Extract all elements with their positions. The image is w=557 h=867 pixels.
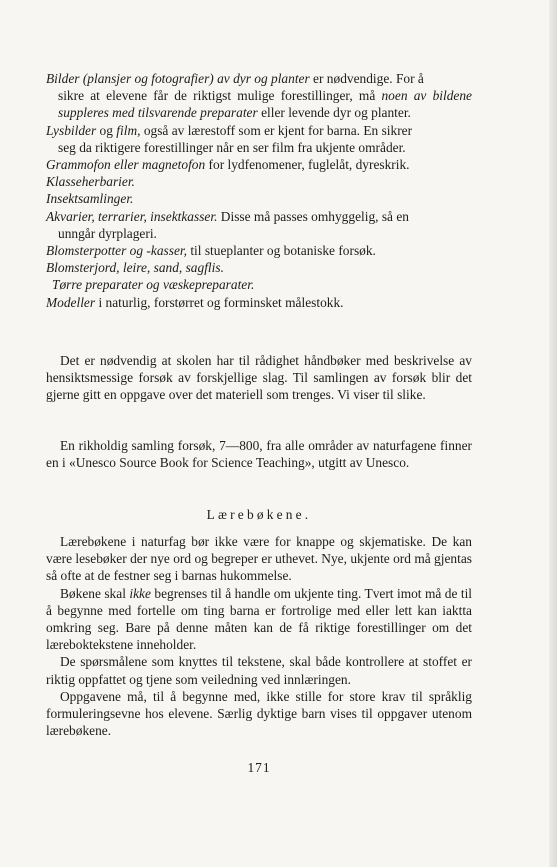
- page-edge: [549, 0, 557, 867]
- item-term: Grammofon eller magnetofon: [46, 157, 206, 173]
- paragraph-handbooks: [46, 352, 472, 404]
- item-term: Akvarier, terrarier, insektkasser.: [46, 208, 218, 224]
- item-continuation: sikre at elevene får de riktigst mulige forestillinger, må noen av bildene suppleres med tilsvarende preparater eller levende dyr og planter.: [58, 88, 472, 121]
- textbooks-section: [46, 533, 472, 739]
- item-text: Disse må passes omhyggelig, så en: [217, 208, 409, 224]
- item-term: Bilder (plansjer og fotografier) av dyr og planter: [46, 71, 310, 86]
- equipment-item: [46, 276, 472, 293]
- equipment-item: [46, 70, 472, 122]
- equipment-item: [46, 173, 472, 190]
- equipment-item: [46, 259, 472, 276]
- item-term: Lysbilder: [46, 122, 97, 138]
- page-number: 171: [247, 760, 271, 775]
- paragraph-text: Bøkene skal ikke begrenses til å handle om ukjente ting. Tvert imot må de til å begynne med fortelle om ting barna er fortrolige med eller lett kan iaktta omkring seg. Bare på denne måten kan de få riktige forestillinger om det læreboktekstene inneholder.: [46, 585, 473, 653]
- item-term: Klasseherbarier.: [46, 174, 135, 190]
- equipment-item: [46, 156, 472, 173]
- equipment-item: [46, 242, 472, 259]
- equipment-list: [46, 70, 472, 311]
- item-continuation: unngår dyrplageri.: [58, 225, 157, 241]
- item-term: Blomsterpotter og -kasser,: [46, 243, 187, 259]
- equipment-item: [46, 294, 472, 311]
- item-text: i naturlig, forstørret og forminsket målestokk.: [95, 294, 344, 310]
- item-term: Insektsamlinger.: [46, 191, 134, 207]
- paragraph-text: En rikholdig samling forsøk, 7—800, fra alle områder av naturfagene finner en i «Unesco Source Book for Science Teaching», utgitt av Unesco.: [46, 438, 472, 471]
- item-text: til stueplanter og botaniske forsøk.: [186, 243, 376, 259]
- item-continuation: seg da riktigere forestillinger når en ser film fra ukjente områder.: [58, 139, 406, 155]
- item-text: også av lærestoff som er kjent for barna. En sikrer: [140, 122, 413, 138]
- item-text: er nødvendige. For å: [309, 71, 424, 86]
- paragraph-text: De spørsmålene som knyttes til tekstene, skal både kontrollere at stoffet er riktig oppfattet og tjene som veiledning ved innlæringen.: [46, 654, 472, 687]
- equipment-item: [46, 190, 472, 207]
- equipment-item: [46, 208, 472, 242]
- item-term: Modeller: [46, 294, 96, 310]
- item-text: for lydfenomener, fuglelåt, dyreskrik.: [205, 157, 410, 173]
- equipment-item: Lysbilder og film, også av lærestoff som er kjent for barna. En sikrer seg da riktigere forestillinger når en ser film fra ukjente områder.: [46, 122, 472, 156]
- section-heading: Lærebøkene.: [206, 507, 312, 522]
- item-term: Blomsterjord, leire, sand, sagflis.: [46, 260, 224, 276]
- paragraph-text: Lærebøkene i naturfag bør ikke være for knappe og skjematiske. De kan være lesebøker der nye ord og begreper er uthevet. Nye, ukjente ord må gjentas så ofte at de festner seg i barnas hukommelse.: [46, 534, 472, 584]
- paragraph-text: Det er nødvendig at skolen har til rådighet håndbøker med beskrivelse av hensiktsmessige forsøk av forskjellige slag. Til samlingen av forsøk blir det gjerne gitt en oppgave over det materiell som trenges. Vi viser til slike.: [46, 353, 472, 403]
- item-term: Tørre preparater og væskepreparater.: [52, 277, 255, 293]
- paragraph-text: Oppgavene må, til å begynne med, ikke stille for store krav til språklig formuleringsevne hos elevene. Særlig dyktige barn vises til oppgaver utenom lærebøkene.: [46, 688, 472, 739]
- paragraph-unesco: [46, 437, 472, 471]
